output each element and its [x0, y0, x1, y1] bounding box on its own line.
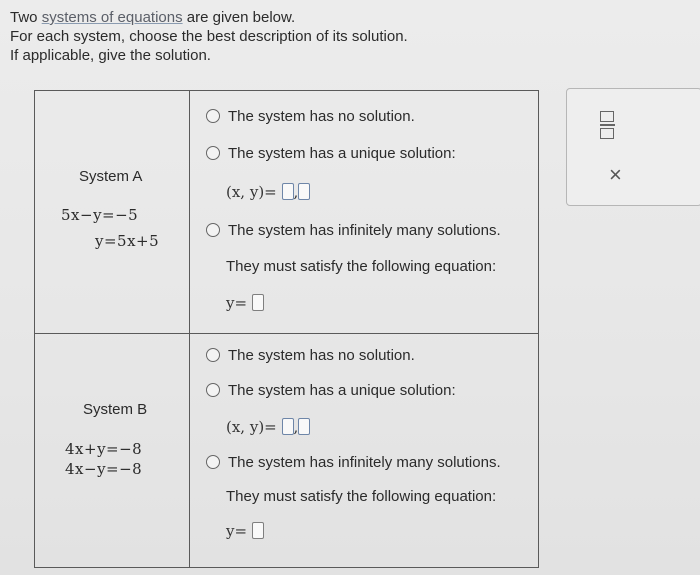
- system-a-option-no-solution[interactable]: The system has no solution.: [206, 108, 415, 125]
- system-a-solution-pair: (x, y)= ,: [226, 183, 310, 201]
- close-icon[interactable]: ×: [609, 162, 622, 187]
- system-a-option-unique[interactable]: The system has a unique solution:: [206, 145, 456, 162]
- system-a-equation-2: y=5x+5: [95, 232, 160, 250]
- fraction-icon[interactable]: [600, 111, 614, 139]
- answer-tool-panel: [566, 88, 700, 206]
- system-a-options-cell: [190, 91, 539, 334]
- radio-button[interactable]: [206, 383, 220, 397]
- system-b-y-input[interactable]: [298, 418, 310, 435]
- systems-table: [34, 90, 539, 568]
- system-a-cell: [35, 91, 190, 334]
- system-b-label: System B: [83, 401, 148, 418]
- system-b-option-infinite[interactable]: The system has infinitely many solutions.: [206, 454, 501, 471]
- system-b-equation-1: 4x+y=−8: [65, 440, 143, 458]
- system-b-satisfy-text: They must satisfy the following equation:: [226, 488, 497, 505]
- system-b-options-cell: [190, 334, 539, 568]
- instructions: [10, 8, 408, 65]
- system-a-option-infinite[interactable]: The system has infinitely many solutions.: [206, 222, 501, 239]
- system-a-equation-entry: y=: [226, 294, 264, 312]
- radio-button[interactable]: [206, 455, 220, 469]
- system-b-equation-2: 4x−y=−8: [65, 460, 143, 478]
- system-a-row: [35, 91, 539, 334]
- system-a-equation-input[interactable]: [252, 294, 264, 311]
- instructions-line-3: If applicable, give the solution.: [10, 47, 211, 64]
- radio-button[interactable]: [206, 109, 220, 123]
- system-b-x-input[interactable]: [282, 418, 294, 435]
- system-b-cell: [35, 334, 190, 568]
- system-b-option-no-solution[interactable]: The system has no solution.: [206, 347, 415, 364]
- system-a-label: System A: [79, 168, 143, 185]
- radio-button[interactable]: [206, 223, 220, 237]
- instructions-line-2: For each system, choose the best description of its solution.: [10, 28, 408, 45]
- instructions-line-1: Two systems of equations are given below.: [10, 9, 296, 26]
- system-b-option-unique[interactable]: The system has a unique solution:: [206, 382, 456, 399]
- system-a-x-input[interactable]: [282, 183, 294, 200]
- system-b-solution-pair: (x, y)= ,: [226, 418, 310, 436]
- systems-of-equations-link[interactable]: systems of equations: [41, 9, 183, 26]
- system-a-satisfy-text: They must satisfy the following equation:: [226, 258, 497, 275]
- radio-button[interactable]: [206, 146, 220, 160]
- system-b-row: [35, 334, 539, 568]
- radio-button[interactable]: [206, 348, 220, 362]
- system-a-equation-1: 5x−y=−5: [61, 206, 139, 224]
- system-a-y-input[interactable]: [298, 183, 310, 200]
- system-b-equation-input[interactable]: [252, 522, 264, 539]
- system-b-equation-entry: y=: [226, 522, 264, 540]
